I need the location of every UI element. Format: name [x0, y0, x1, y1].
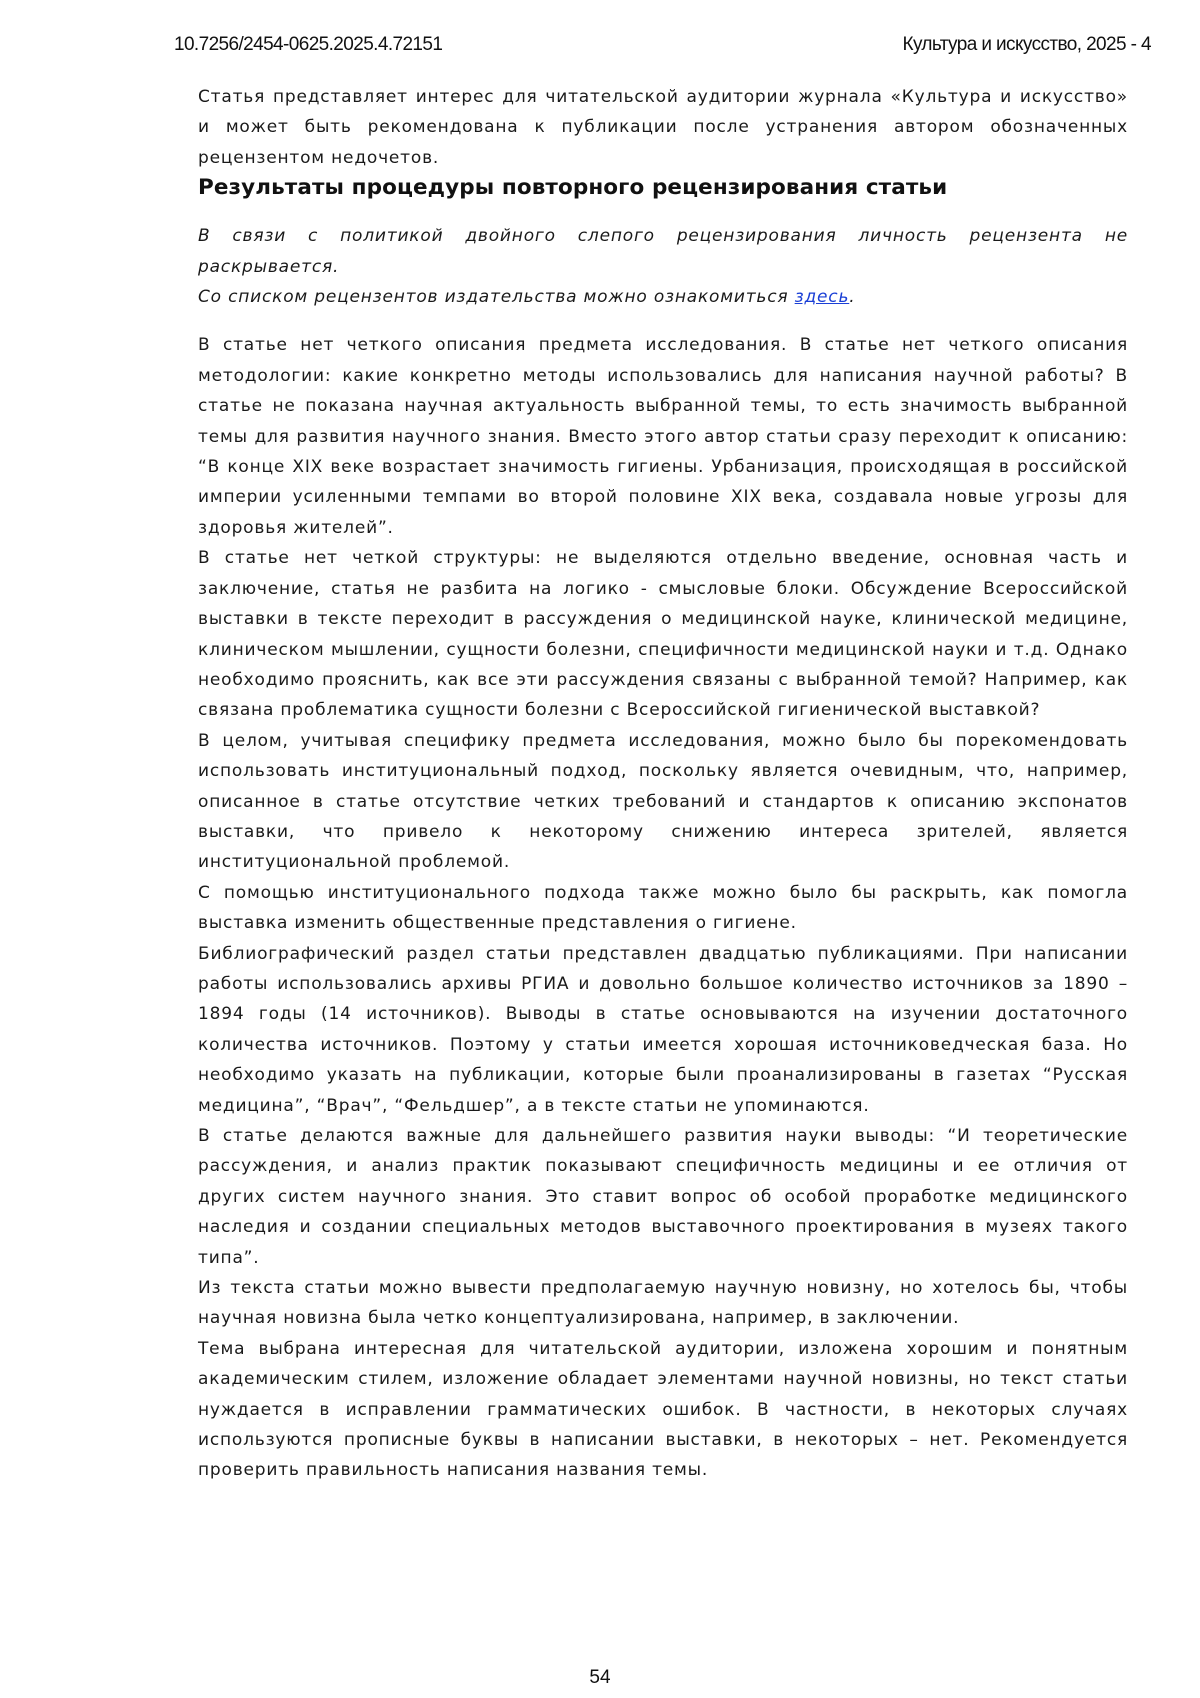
review-note-prefix: Со списком рецензентов издательства можно ознакомиться: [198, 287, 795, 308]
body-paragraph: В статье нет четкой структуры: не выделяются отдельно введение, основная часть и заключение, статья не разбита на логико - смысловые блоки. Обсуждение Всероссийской выставки в тексте переходит в рассуждения о медицинской науке, клинической медицине, клиническом мышлении, сущности болезни, специфичности медицинской науки и т.д. Однако необходимо прояснить, как все эти рассуждения связаны с выбранной темой? Например, как связана проблематика сущности болезни с Всероссийской гигиенической выставкой?: [198, 548, 1128, 721]
body-paragraph: В статье делаются важные для дальнейшего развития науки выводы: “И теоретические рассуждения, и анализ практик показывают специфичность медицины и ее отличия от других систем научного знания. Это ставит вопрос об особой проработке медицинского наследия и создании специальных методов выставочного проектирования в музеях такого типа”.: [198, 1126, 1128, 1268]
body-paragraph: Из текста статьи можно вывести предполагаемую научную новизну, но хотелось бы, чтобы научная новизна была четко концептуализирована, например, в заключении.: [198, 1278, 1128, 1329]
header-journal: Культура и искусство, 2025 - 4: [902, 34, 1151, 55]
review-body: [198, 330, 1128, 1485]
body-paragraph: С помощью институционального подхода также можно было бы раскрыть, как помогла выставка изменить общественные представления о гигиене.: [198, 882, 1128, 934]
body-paragraph: Тема выбрана интересная для читательской аудитории, изложена хорошим и понятным академическим стилем, изложение обладает элементами научной новизны, но текст статьи нуждается в исправлении грамматических ошибок. В частности, в некоторых случаях используются прописные буквы в написании выставки, в некоторых – нет. Рекомендуется проверить правильность написания названия темы.: [198, 1338, 1128, 1481]
page-number: 54: [589, 1667, 611, 1688]
header-doi: 10.7256/2454-0625.2025.4.72151: [174, 34, 443, 55]
reviewers-list-link[interactable]: здесь: [794, 287, 850, 308]
body-paragraph: В статье нет четкого описания предмета исследования. В статье нет четкого описания методологии: какие конкретно методы использовались для написания научной работы? В статье не показана научная актуальность выбранной темы, то есть значимость выбранной темы для развития научного знания. Вместо этого автор статьи сразу переходит к описанию: “В конце XIX веке возрастает значимость гигиены. Урбанизация, происходящая в российской империи усиленными темпами во второй половине XIX века, создавала новые угрозы для здоровья жителей”.: [198, 335, 1128, 538]
review-note-line-2: [198, 282, 1128, 312]
body-paragraph: Библиографический раздел статьи представлен двадцатью публикациями. При написании работы использовались архивы РГИА и довольно большое количество источников за 1890 – 1894 годы (14 источников). Выводы в статье основываются на изучении достаточного количества источников. Поэтому у статьи имеется хорошая источниковедческая база. Но необходимо указать на публикации, которые были проанализированы в газетах “Русская медицина”, “Врач”, “Фельдшер”, а в тексте статьи не упоминаются.: [198, 943, 1128, 1116]
review-note-line-1: В связи с политикой двойного слепого рецензирования личность рецензента не раскрывается.: [198, 226, 1128, 277]
intro-paragraph: Статья представляет интерес для читательской аудитории журнала «Культура и искусство» и может быть рекомендована к публикации после устранения автором обозначенных рецензентом недочетов.: [198, 87, 1128, 168]
section-title: Результаты процедуры повторного рецензирования статьи: [198, 175, 948, 201]
review-note: [198, 221, 1128, 312]
body-paragraph: В целом, учитывая специфику предмета исследования, можно было бы порекомендовать использовать институциональный подход, поскольку является очевидным, что, например, описанное в статье отсутствие четких требований и стандартов к описанию экспонатов выставки, что привело к некоторому снижению интереса зрителей, является институциональной проблемой.: [198, 730, 1128, 873]
page-content: [198, 82, 1128, 1486]
review-note-suffix: .: [849, 287, 856, 308]
